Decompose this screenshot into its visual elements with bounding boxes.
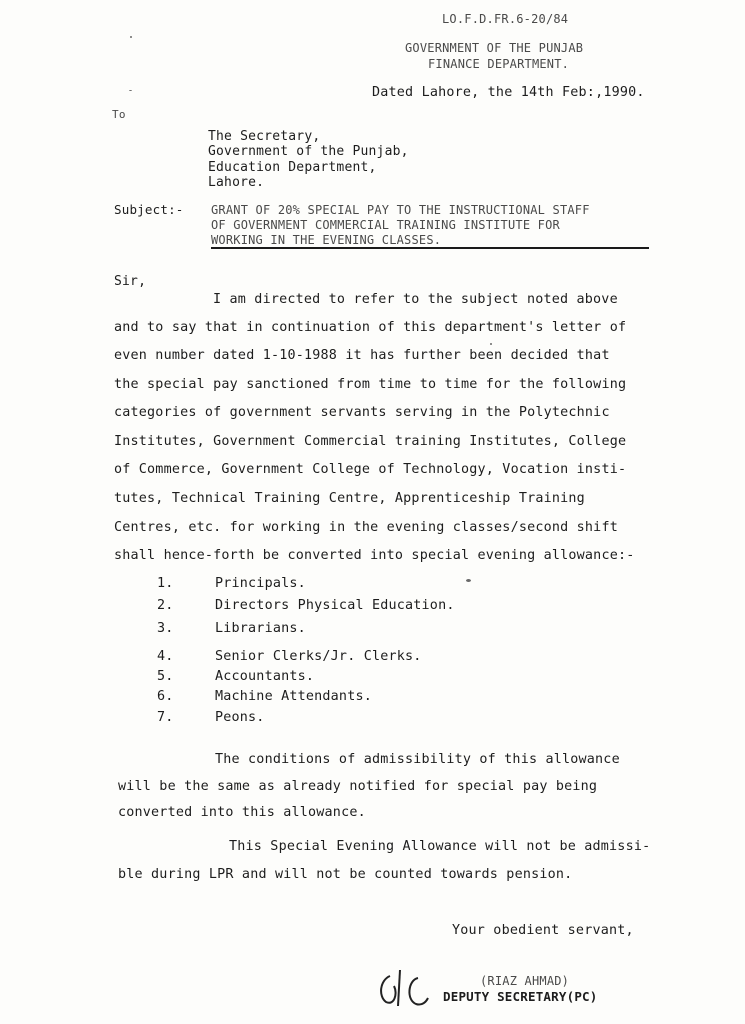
salutation: Sir, (114, 274, 147, 289)
paragraph-line: shall hence-forth be converted into special evening allowance:- (114, 548, 635, 563)
recipient-line: The Secretary, (208, 129, 321, 144)
list-item-number: 2. (157, 598, 174, 613)
paragraph-line: This Special Evening Allowance will not be admissi- (229, 839, 651, 854)
paragraph-line: the special pay sanctioned from time to time for the following (114, 377, 627, 392)
paragraph-line: and to say that in continuation of this department's letter of (114, 320, 627, 335)
recipient-line: Education Department, (208, 160, 377, 175)
list-item-label: Machine Attendants. (215, 689, 372, 704)
list-item-number: 4. (157, 649, 174, 664)
paragraph-line: I am directed to refer to the subject noted above (213, 292, 618, 307)
paragraph-line: even number dated 1-10-1988 it has further been decided that (114, 348, 610, 363)
complimentary-close: Your obedient servant, (452, 923, 634, 938)
scan-speck (490, 343, 492, 345)
paragraph-line: of Commerce, Government College of Technology, Vocation insti- (114, 462, 627, 477)
scan-speck (129, 90, 132, 91)
list-item-label: Principals. (215, 576, 306, 591)
paragraph-line: will be the same as already notified for special pay being (118, 779, 598, 794)
list-item-label: Directors Physical Education. (215, 598, 455, 613)
list-item-label: Senior Clerks/Jr. Clerks. (215, 649, 422, 664)
subject-line: GRANT OF 20% SPECIAL PAY TO THE INSTRUCTIONAL STAFF (211, 203, 590, 217)
scan-speck (130, 36, 132, 38)
list-item-label: Librarians. (215, 621, 306, 636)
signatory-title: DEPUTY SECRETARY(PC) (443, 989, 598, 1004)
recipient-line: Government of the Punjab, (208, 144, 409, 159)
paragraph-line: tutes, Technical Training Centre, Apprenticeship Training (114, 491, 585, 506)
recipient-line: Lahore. (208, 175, 265, 190)
paragraph-line: Centres, etc. for working in the evening classes/second shift (114, 520, 618, 535)
subject-underline (211, 247, 649, 249)
list-item-label: Peons. (215, 710, 265, 725)
letter-date: Dated Lahore, the 14th Feb:,1990. (372, 85, 645, 100)
file-number: LO.F.D.FR.6-20/84 (442, 12, 569, 26)
paragraph-line: ble during LPR and will not be counted towards pension. (118, 867, 573, 882)
list-item-number: 5. (157, 669, 174, 684)
signatory-name: (RIAZ AHMAD) (480, 974, 570, 988)
list-item-number: 7. (157, 710, 174, 725)
paragraph-line: Institutes, Government Commercial training Institutes, College (114, 434, 627, 449)
handwritten-signature (372, 966, 442, 1010)
subject-line: WORKING IN THE EVENING CLASSES. (211, 233, 442, 247)
list-item-label: Accountants. (215, 669, 315, 684)
scan-speck (466, 579, 471, 582)
list-item-number: 1. (157, 576, 174, 591)
department-name: FINANCE DEPARTMENT. (428, 57, 570, 71)
government-name: GOVERNMENT OF THE PUNJAB (405, 41, 584, 55)
list-item-number: 6. (157, 689, 174, 704)
to-label: To (112, 108, 126, 121)
paragraph-line: categories of government servants serving in the Polytechnic (114, 405, 610, 420)
paragraph-line: converted into this allowance. (118, 805, 366, 820)
subject-line: OF GOVERNMENT COMMERCIAL TRAINING INSTITUTE FOR (211, 218, 560, 232)
list-item-number: 3. (157, 621, 174, 636)
paragraph-line: The conditions of admissibility of this allowance (215, 752, 620, 767)
subject-label: Subject:- (114, 202, 184, 217)
